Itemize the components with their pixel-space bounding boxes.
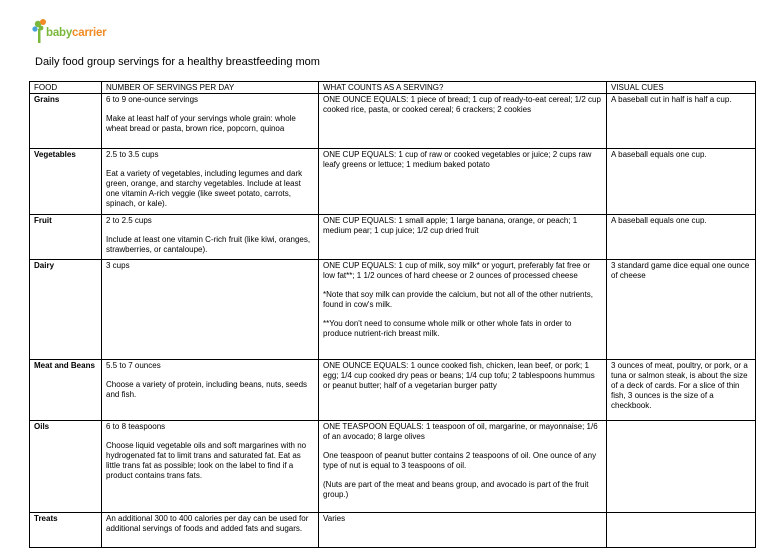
servings-cell-paragraph: 2 to 2.5 cups xyxy=(106,216,152,225)
counts-cell-paragraph: **You don't need to consume whole milk or other whole fats in order to produce nutrient-rich breast milk. xyxy=(323,319,572,338)
visual-cues-cell: 3 ounces of meat, poultry, or pork, or a tuna or salmon steak, is about the size of a deck of cards. For a slice of thin fish, 3 ounces is the size of a checkbook. xyxy=(607,360,756,421)
counts-cell xyxy=(319,421,607,513)
counts-cell-paragraph: ONE OUNCE EQUALS: 1 piece of bread; 1 cup of ready-to-eat cereal; 1/2 cup cooked rice, pasta, or cooked cereal; 6 crackers; 2 cookies xyxy=(323,95,601,114)
visual-cues-cell xyxy=(607,421,756,513)
counts-cell-paragraph: ONE TEASPOON EQUALS: 1 teaspoon of oil, margarine, or mayonnaise; 1/6 of an avocado; 8 large olives xyxy=(323,422,598,441)
food-cell: Grains xyxy=(30,94,102,149)
servings-cell-paragraph: 2.5 to 3.5 cups xyxy=(106,150,159,159)
counts-cell xyxy=(319,149,607,215)
column-header-servings: NUMBER OF SERVINGS PER DAY xyxy=(102,82,319,94)
visual-cues-cell: 3 standard game dice equal one ounce of cheese xyxy=(607,260,756,360)
food-cell: Dairy xyxy=(30,260,102,360)
counts-cell-paragraph: ONE CUP EQUALS: 1 cup of raw or cooked vegetables or juice; 2 cups raw leafy greens or lettuce; 1 medium baked potato xyxy=(323,150,592,169)
servings-cell-paragraph: Choose liquid vegetable oils and soft margarines with no hydrogenated fat to limit trans and saturated fat. Eat as little trans fat as possible; look on the label to find if a product contains trans fats. xyxy=(106,441,307,480)
paragraph-gap xyxy=(323,281,602,290)
servings-cell-paragraph: Eat a variety of vegetables, including legumes and dark green, orange, and starchy vegetables. Include at least one vitamin A-rich veggie (like sweet potato, carrots, spinach, or kale). xyxy=(106,169,303,208)
paragraph-gap xyxy=(106,160,314,169)
servings-cell-paragraph: 6 to 8 teaspoons xyxy=(106,422,166,431)
logo-wordmark: babycarrier xyxy=(46,27,107,39)
servings-cell xyxy=(102,149,319,215)
visual-cues-cell: A baseball cut in half is half a cup. xyxy=(607,94,756,149)
servings-cell-paragraph: 3 cups xyxy=(106,261,130,270)
counts-cell-paragraph: Varies xyxy=(323,514,346,523)
food-cell: Fruit xyxy=(30,215,102,260)
servings-cell-paragraph: 5.5 to 7 ounces xyxy=(106,361,161,370)
counts-cell xyxy=(319,260,607,360)
column-header-food: FOOD xyxy=(30,82,102,94)
servings-cell xyxy=(102,260,319,360)
table-row xyxy=(30,360,756,421)
food-cell: Oils xyxy=(30,421,102,513)
servings-cell xyxy=(102,215,319,260)
counts-cell xyxy=(319,360,607,421)
paragraph-gap xyxy=(106,371,314,380)
table-row xyxy=(30,149,756,215)
paragraph-gap xyxy=(323,310,602,319)
counts-cell-paragraph: *Note that soy milk can provide the calcium, but not all of the other nutrients, found in cow's milk. xyxy=(323,290,593,309)
servings-table xyxy=(29,81,756,548)
servings-cell xyxy=(102,513,319,548)
counts-cell xyxy=(319,215,607,260)
table-row xyxy=(30,260,756,360)
counts-cell xyxy=(319,513,607,548)
counts-cell xyxy=(319,94,607,149)
visual-cues-cell: A baseball equals one cup. xyxy=(607,149,756,215)
counts-cell-paragraph: ONE OUNCE EQUALS: 1 ounce cooked fish, chicken, lean beef, or pork; 1 egg; 1/4 cup cooked dry peas or beans; 1/4 cup tofu; 2 tablespoons hummus or peanut butter; half of a vegetarian burger patty xyxy=(323,361,595,390)
servings-cell-paragraph: Make at least half of your servings whole grain: whole wheat bread or pasta, brown rice, popcorn, quinoa xyxy=(106,114,296,133)
table-row xyxy=(30,215,756,260)
servings-cell xyxy=(102,421,319,513)
table-row xyxy=(30,94,756,149)
counts-cell-paragraph: ONE CUP EQUALS: 1 small apple; 1 large banana, orange, or peach; 1 medium pear; 1 cup juice; 1/2 cup dried fruit xyxy=(323,216,578,235)
servings-cell xyxy=(102,360,319,421)
column-header-counts: WHAT COUNTS AS A SERVING? xyxy=(319,82,607,94)
visual-cues-cell: A baseball equals one cup. xyxy=(607,215,756,260)
column-header-cues: VISUAL CUES xyxy=(607,82,756,94)
visual-cues-cell xyxy=(607,513,756,548)
table-row xyxy=(30,421,756,513)
servings-cell-paragraph: An additional 300 to 400 calories per day can be used for additional servings of foods and added fats and sugars. xyxy=(106,514,309,533)
servings-cell xyxy=(102,94,319,149)
servings-cell-paragraph: Include at least one vitamin C-rich fruit (like kiwi, oranges, strawberries, or cantaloupe). xyxy=(106,235,311,254)
paragraph-gap xyxy=(106,432,314,441)
table-header-row xyxy=(30,82,756,94)
food-cell: Vegetables xyxy=(30,149,102,215)
food-cell: Meat and Beans xyxy=(30,360,102,421)
page-title: Daily food group servings for a healthy breastfeeding mom xyxy=(35,56,320,68)
paragraph-gap xyxy=(323,471,602,480)
counts-cell-paragraph: ONE CUP EQUALS: 1 cup of milk, soy milk* or yogurt, preferably fat free or low fat**; 1 1/2 ounces of hard cheese or 2 ounces of processed cheese xyxy=(323,261,591,280)
counts-cell-paragraph: (Nuts are part of the meat and beans group, and avocado is part of the fruit group.) xyxy=(323,480,589,499)
food-cell: Treats xyxy=(30,513,102,548)
servings-cell-paragraph: 6 to 9 one-ounce servings xyxy=(106,95,199,104)
paragraph-gap xyxy=(106,226,314,235)
counts-cell-paragraph: One teaspoon of peanut butter contains 2 teaspoons of oil. One ounce of any type of nut is equal to 3 teaspoons of oil. xyxy=(323,451,597,470)
paragraph-gap xyxy=(106,105,314,114)
paragraph-gap xyxy=(323,442,602,451)
servings-cell-paragraph: Choose a variety of protein, including beans, nuts, seeds and fish. xyxy=(106,380,308,399)
table-row xyxy=(30,513,756,548)
